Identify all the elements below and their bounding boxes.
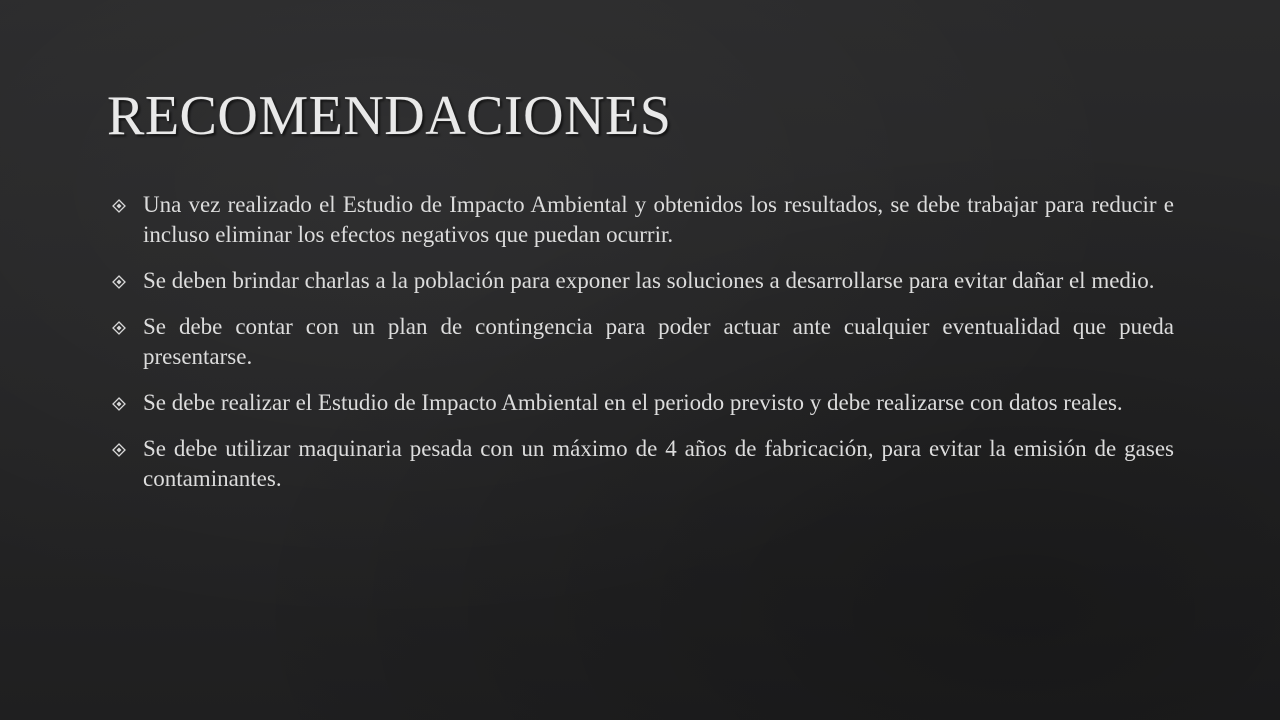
diamond-bullet-icon	[112, 321, 126, 335]
diamond-bullet-icon	[112, 443, 126, 457]
list-item-text: Se deben brindar charlas a la población para exponer las soluciones a desarrollarse para evitar dañar el medio.	[143, 268, 1155, 293]
list-item	[112, 190, 1174, 250]
list-item	[112, 266, 1174, 296]
list-item-text: Una vez realizado el Estudio de Impacto Ambiental y obtenidos los resultados, se debe trabajar para reducir e incluso eliminar los efectos negativos que puedan ocurrir.	[143, 192, 1174, 247]
list-item	[112, 434, 1174, 494]
diamond-bullet-icon	[112, 397, 126, 411]
list-item-text: Se debe realizar el Estudio de Impacto Ambiental en el periodo previsto y debe realizarse con datos reales.	[143, 390, 1123, 415]
diamond-bullet-icon	[112, 275, 126, 289]
list-item	[112, 388, 1174, 418]
list-item-text: Se debe utilizar maquinaria pesada con un máximo de 4 años de fabricación, para evitar la emisión de gases contaminantes.	[143, 436, 1174, 491]
slide-title: RECOMENDACIONES	[107, 85, 672, 147]
list-item	[112, 312, 1174, 372]
diamond-bullet-icon	[112, 199, 126, 213]
recommendations-list	[112, 190, 1174, 510]
list-item-text: Se debe contar con un plan de contingencia para poder actuar ante cualquier eventualidad que pueda presentarse.	[143, 314, 1174, 369]
